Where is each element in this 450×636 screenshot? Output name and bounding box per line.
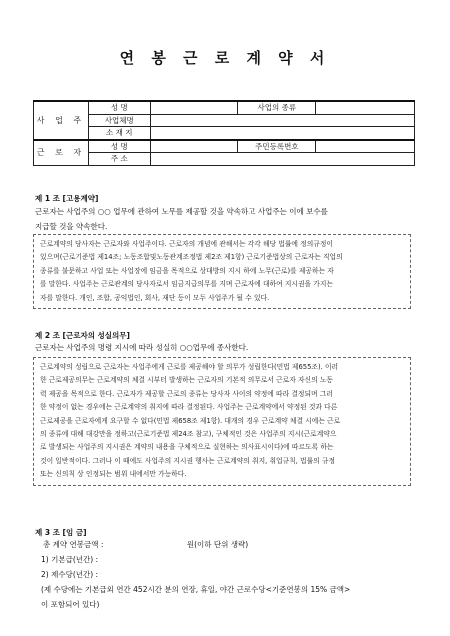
article-1-note-line: 종류를 불문하고 사업 또는 사업장에 임금을 목적으로 상대방의 지시 하에 노무(근로)를 제공하는 자 <box>40 266 334 275</box>
company-name-field[interactable] <box>150 114 414 127</box>
article-1-line: 근로자는 사업주의 ○○ 업무에 관하여 노무를 제공할 것을 약속하고 사업주는 이에 보수를 <box>35 207 328 216</box>
article-2-line: 근로자는 사업주의 명령 지시에 따라 성실히 ○○업무에 종사한다. <box>35 343 249 352</box>
article-1-note-line: 근로계약의 당사자는 근로자와 사업주이다. 근로자의 개념에 관해서는 각각 해당 법률에 정의규정이 <box>40 240 333 248</box>
document-title: 연 봉 근 로 계 약 서 <box>119 49 331 67</box>
article-1-title: 제 1 조 [고용계약] <box>35 194 99 203</box>
article-1-line: 지급할 것을 약속한다. <box>35 222 108 231</box>
allowance-note-line: 이 포함되어 있다) <box>41 600 100 609</box>
allowance-note-line: (제 수당에는 기본급외 연간 452시간 분의 연장, 휴일, 야간 근로수당<기준연봉의 15% 금액> <box>41 585 351 594</box>
article-1-note-box <box>33 234 411 309</box>
article-2-body <box>35 340 417 355</box>
allowance-line: 2) 제수당(년간) : <box>41 570 99 579</box>
article-1-note-line: 자를 말한다. 개인, 조합, 공익법인, 회사, 재단 등이 모두 사업주가 될 수 있다. <box>40 293 270 302</box>
resident-number-field[interactable] <box>316 140 415 153</box>
article-2-title: 제 2 조 [근로자의 성실의무] <box>35 331 130 340</box>
resident-number-label: 주민등록번호 <box>238 140 316 153</box>
article-2-note-line: 근로계약의 성립으로 근로자는 사업주에게 근로를 제공해야 할 의무가 성립한다(민법 제655조). 이러 <box>40 363 339 371</box>
worker-address-label: 주 소 <box>88 153 150 166</box>
worker-name-field[interactable] <box>150 140 238 153</box>
party-info-table <box>33 100 415 166</box>
company-name-label: 사업체명 <box>88 114 150 127</box>
employer-address-field[interactable] <box>150 127 414 140</box>
article-2-note-line: 것이 일반적이다. 그러나 이 때에도 사업주의 지시권 행사는 근로계약의 취지, 취업규칙, 법률의 규정 <box>40 456 336 465</box>
article-2-note-line: 한 약정이 없는 경우에는 근로계약의 취지에 따라 결정된다. 사업주는 근로계약에서 약정된 것과 다른 <box>40 403 338 412</box>
worker-group-label: 근 로 자 <box>34 140 89 166</box>
employer-address-label: 소 재 지 <box>88 127 150 140</box>
article-2-note-line: 한 근로제공의무는 근로계약의 체결 시부터 발생하는 근로자의 기본적 의무로서 근로자 자신의 노동 <box>40 376 333 385</box>
article-2-note-line: 의 종류에 대해 대강만을 정하고(근로기준법 제24조 참고), 구체적인 것은 사업주의 지시(근로계약으 <box>40 430 337 439</box>
worker-address-field[interactable] <box>150 153 414 166</box>
article-1-note-line: 있으며(근로기준법 제14조; 노동조합및노동관계조정법 제2조 제1항) 근로기준법상의 근로자는 직업의 <box>40 253 343 262</box>
business-type-label: 사업의 종류 <box>238 101 316 114</box>
employer-name-label: 성 명 <box>88 101 150 114</box>
employer-name-field[interactable] <box>150 101 238 114</box>
article-2-note-line: 로 발생되는 사업주의 지시권은 계약의 내용을 구체적으로 실현하는 의사표시이다)에 따르도록 하는 <box>40 443 334 452</box>
article-2-note-line: 근로제공을 근로자에게 요구할 수 없다(민법 제658조 제1항). 대개의 경우 근로계약 체결 시에는 근로 <box>40 416 341 425</box>
article-1-body <box>35 204 417 234</box>
article-3-title: 제 3 조 [임 금] <box>35 528 87 537</box>
business-type-field[interactable] <box>316 101 415 114</box>
article-2-note-line: 또는 신의칙 상 인정되는 범위 내에서만 가능하다. <box>40 470 187 479</box>
article-1-note-line: 를 말한다. 사업주는 근로관계의 당사자로서 임금지급의무를 지며 근로자에 대하여 지시권을 가지는 <box>40 280 333 289</box>
total-salary-line: 총 계약 연봉금액 : 원(이하 단위 생략) <box>43 540 249 549</box>
article-2-note-box <box>33 357 411 486</box>
worker-name-label: 성 명 <box>88 140 150 153</box>
base-salary-line: 1) 기본급(년간) : <box>41 555 99 564</box>
employer-group-label: 사 업 주 <box>34 101 89 140</box>
article-2-note-line: 력 제공을 목적으로 한다. 근로자가 제공할 근로의 종류는 당사자 사이의 약정에 따라 결정되며 그러 <box>40 389 333 398</box>
